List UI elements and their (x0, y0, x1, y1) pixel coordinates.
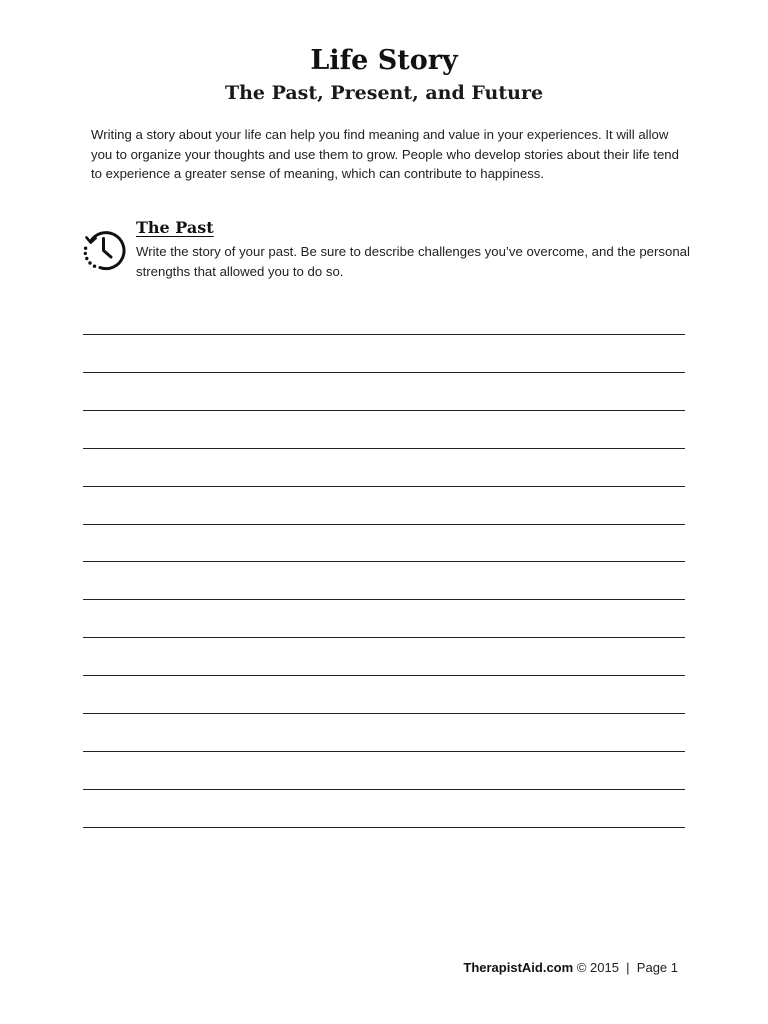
writing-line[interactable] (83, 448, 685, 449)
writing-line[interactable] (83, 713, 685, 714)
writing-line[interactable] (83, 372, 685, 373)
page-subtitle: The Past, Present, and Future (224, 82, 544, 104)
writing-line[interactable] (83, 486, 685, 487)
writing-line[interactable] (83, 789, 685, 790)
writing-line[interactable] (83, 675, 685, 676)
writing-line[interactable] (83, 751, 685, 752)
intro-paragraph: Writing a story about your life can help you find meaning and value in your experiences. It will allow you to organize your thoughts and use them to grow. People who develop stories about their life tend to experience a greater sense of meaning, which can contribute to happiness. (91, 127, 679, 181)
footer-copyright: © 2015 (576, 960, 619, 975)
footer-page-number: Page 1 (636, 960, 678, 975)
writing-line[interactable] (83, 524, 685, 525)
page-title: Life Story (310, 45, 458, 76)
writing-line[interactable] (83, 599, 685, 600)
writing-line[interactable] (83, 827, 685, 828)
section-description: Write the story of your past. Be sure to describe challenges you’ve overcome, and the personal strengths that allowed you to do so. (136, 244, 690, 279)
footer-brand: TherapistAid.com (463, 960, 574, 975)
section-heading: The Past (136, 218, 214, 237)
page-footer (463, 959, 678, 977)
writing-area[interactable] (83, 0, 685, 1024)
writing-line[interactable] (83, 637, 685, 638)
footer-separator: | (626, 960, 630, 975)
writing-line[interactable] (83, 561, 685, 562)
writing-line[interactable] (83, 410, 685, 411)
writing-line[interactable] (83, 334, 685, 335)
